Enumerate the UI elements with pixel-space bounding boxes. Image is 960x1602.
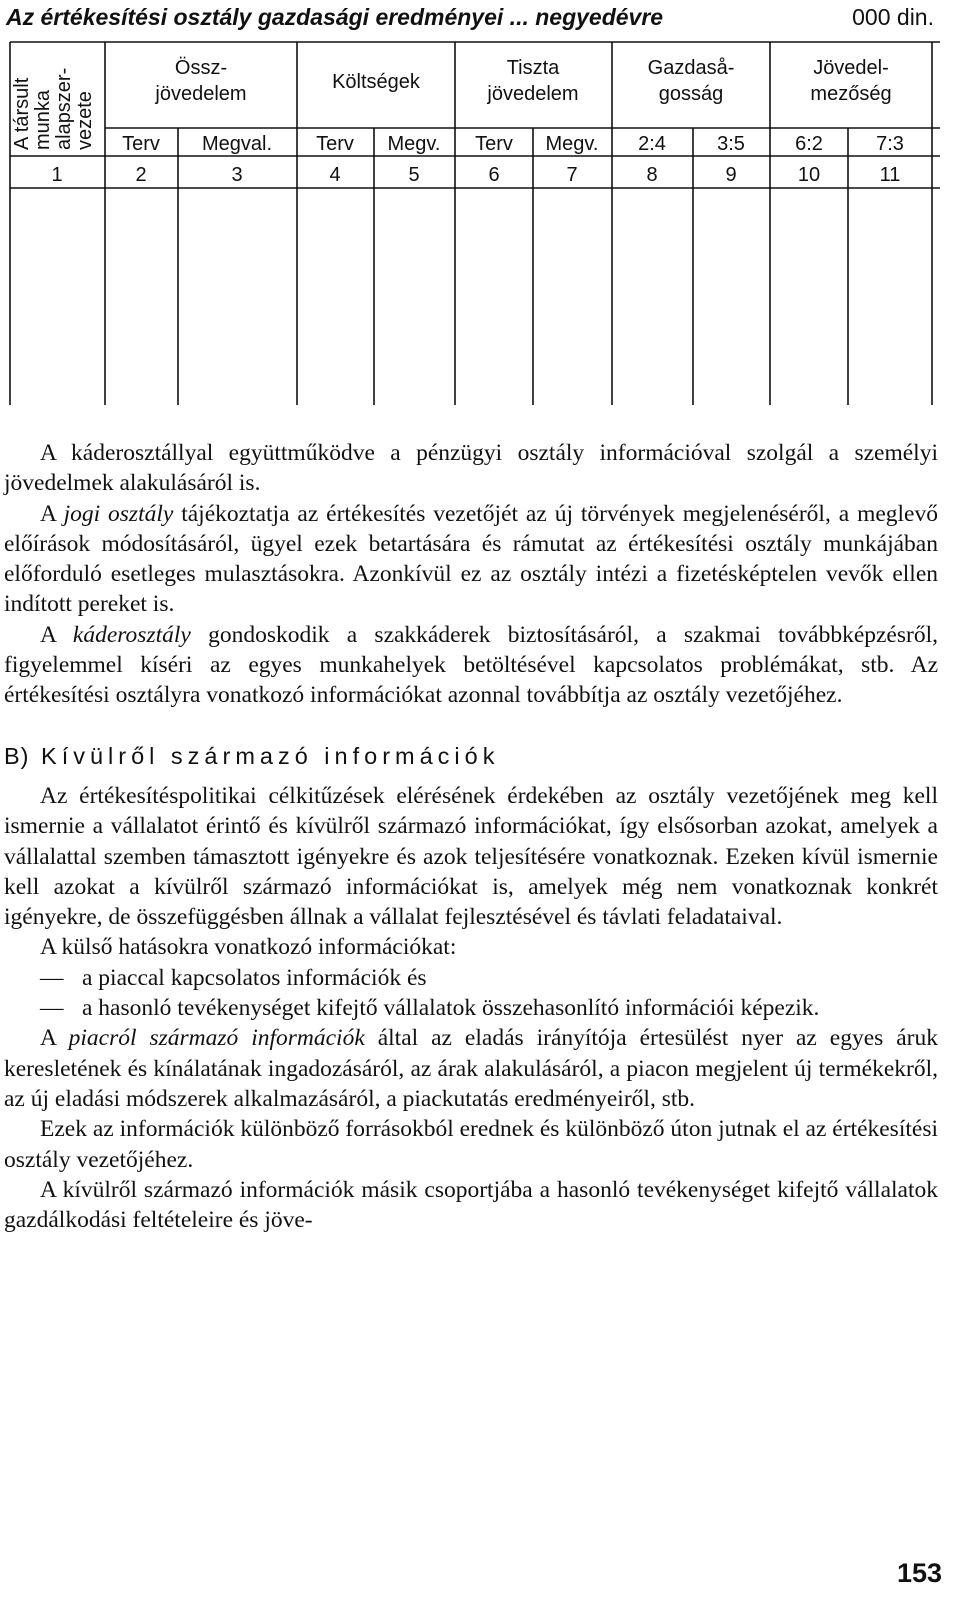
heading-text: Kívülről származó információk xyxy=(41,742,500,769)
heading-lead: B) xyxy=(4,742,30,769)
group-header-tiszta: Tiszta xyxy=(506,57,560,79)
text-span: A xyxy=(40,621,73,648)
sub-header: 2:4 xyxy=(638,133,666,155)
column-number: 1 xyxy=(51,164,63,186)
sub-header: Terv xyxy=(475,133,513,155)
dash-mark: — xyxy=(40,964,64,991)
list-item xyxy=(4,963,938,993)
list-item-text: a piaccal kapcsolatos információk és xyxy=(82,964,427,991)
paragraph: A káderosztállyal együttműködve a pénzügyi osztály információval szolgál a személyi jövedelmek alakulásáról is. xyxy=(4,440,938,497)
page-number: 153 xyxy=(896,1558,942,1588)
emphasis: káderosztály xyxy=(72,621,191,648)
group-header-koltsegek: Költségek xyxy=(332,71,420,93)
column-number: 2 xyxy=(135,164,147,186)
sub-header: Terv xyxy=(122,133,160,155)
sub-header: 6:2 xyxy=(795,133,823,155)
dash-mark: — xyxy=(40,995,64,1022)
text-span: A xyxy=(40,1025,69,1052)
paragraph: A külső hatásokra vonatkozó információkat: xyxy=(40,934,457,961)
column-number: 8 xyxy=(646,164,658,186)
sub-header: 3:5 xyxy=(717,133,745,155)
column-number: 3 xyxy=(231,164,243,186)
first-column-label xyxy=(11,68,96,150)
first-col-line: vezete xyxy=(74,91,96,150)
paragraph xyxy=(4,1023,938,1114)
results-table xyxy=(0,0,960,420)
text-span: által az eladás irányítója értesülést nyer az egyes áruk keresletének és kínálatának ingadozásáról, az árak alakulásáról, a piacon megjelent új termékekről, az új eladási módszerek alkalmazásáról, a piackutatás eredményeiről, stb. xyxy=(4,1025,939,1112)
sub-header: Megval. xyxy=(201,133,273,155)
header-title: Az értékesítési osztály gazdasági eredményei ... negyedévre xyxy=(6,4,664,30)
first-col-line: alapszer- xyxy=(53,67,75,150)
paragraph xyxy=(4,499,938,620)
list-item xyxy=(4,993,938,1023)
header-unit: 000 din. xyxy=(852,4,934,30)
group-header-ossz: Össz- xyxy=(174,57,228,79)
paragraph: A kívülről származó információk másik csoportjába a hasonló tevékenységet kifejtő vállalatok gazdálkodási feltételeire és jöve- xyxy=(4,1176,938,1234)
column-number: 6 xyxy=(488,164,500,186)
group-header-gazdasag-2: gosság xyxy=(658,83,724,105)
sub-header: Megv. xyxy=(387,133,441,155)
section-heading xyxy=(4,741,938,771)
group-header-jovedelmezoseg: Jövedel- xyxy=(813,57,889,79)
text-span: gondoskodik a szakkáderek biztosításáról, a szakmai továbbképzésről, figyelemmel kíséri az egyes munkahelyek betöltésével kapcsolatos problémákat, stb. Az értékesítési osztályra vonatkozó információkat azonnal továbbítja az osztály vezetőjéhez. xyxy=(4,621,938,709)
column-number: 5 xyxy=(408,164,420,186)
sub-header: 7:3 xyxy=(876,133,904,155)
group-header-ossz-2: jövedelem xyxy=(155,83,247,105)
sub-header: Terv xyxy=(316,133,354,155)
group-header-gazdasag: Gazdaså- xyxy=(647,57,735,79)
emphasis: jogi osztály xyxy=(63,500,174,527)
column-number: 7 xyxy=(566,164,578,186)
column-number: 10 xyxy=(797,164,821,186)
paragraph xyxy=(4,620,938,711)
paragraph: Ezek az információk különböző forrásokból erednek és különböző úton jutnak el az értékesítési osztály vezetőjéhez. xyxy=(4,1116,938,1173)
column-number: 9 xyxy=(725,164,737,186)
emphasis: piacról származó információk xyxy=(68,1025,365,1052)
sub-header: Megv. xyxy=(545,133,599,155)
first-col-line: A társult xyxy=(11,77,33,150)
list-item-text: a hasonló tevékenységet kifejtő vállalatok összehasonlító információi képezik. xyxy=(82,995,820,1022)
text-span: A xyxy=(40,500,64,527)
column-number: 4 xyxy=(329,164,341,186)
paragraph: Az értékesítéspolitikai célkitűzések elérésének érdekében az osztály vezetőjének meg kell ismernie a vállalatot érintő és kívülről származó információkat, így elsősorban azokat, amelyek a vállalattal szemben támasztott igényekre és azok teljesítésére vonatkoznak. Ezeken kívül ismernie kell azokat a kívülről származó információkat is, amelyek még nem vonatkoznak konkrét igényekre, de összefüggésben állnak a vállalat fejlesztésével és távlati feladataival. xyxy=(4,782,938,931)
group-header-jovedelmezoseg-2: mezőség xyxy=(810,83,892,105)
column-number: 11 xyxy=(879,164,901,186)
first-col-line: munka xyxy=(32,89,54,150)
text-span: tájékoztatja az értékesítés vezetőjét az új törvények megjelenéséről, a meglevő előírások módosításáról, ügyel ezek betartására és rámutat az értékesítési osztály munkájában előforduló esetleges mulasztásokra. Azonkívül ez az osztály intézi a fizetésképtelen vevők ellen indított pereket is. xyxy=(4,500,938,618)
group-header-tiszta-2: jövedelem xyxy=(487,83,579,105)
body-text xyxy=(4,438,938,1235)
